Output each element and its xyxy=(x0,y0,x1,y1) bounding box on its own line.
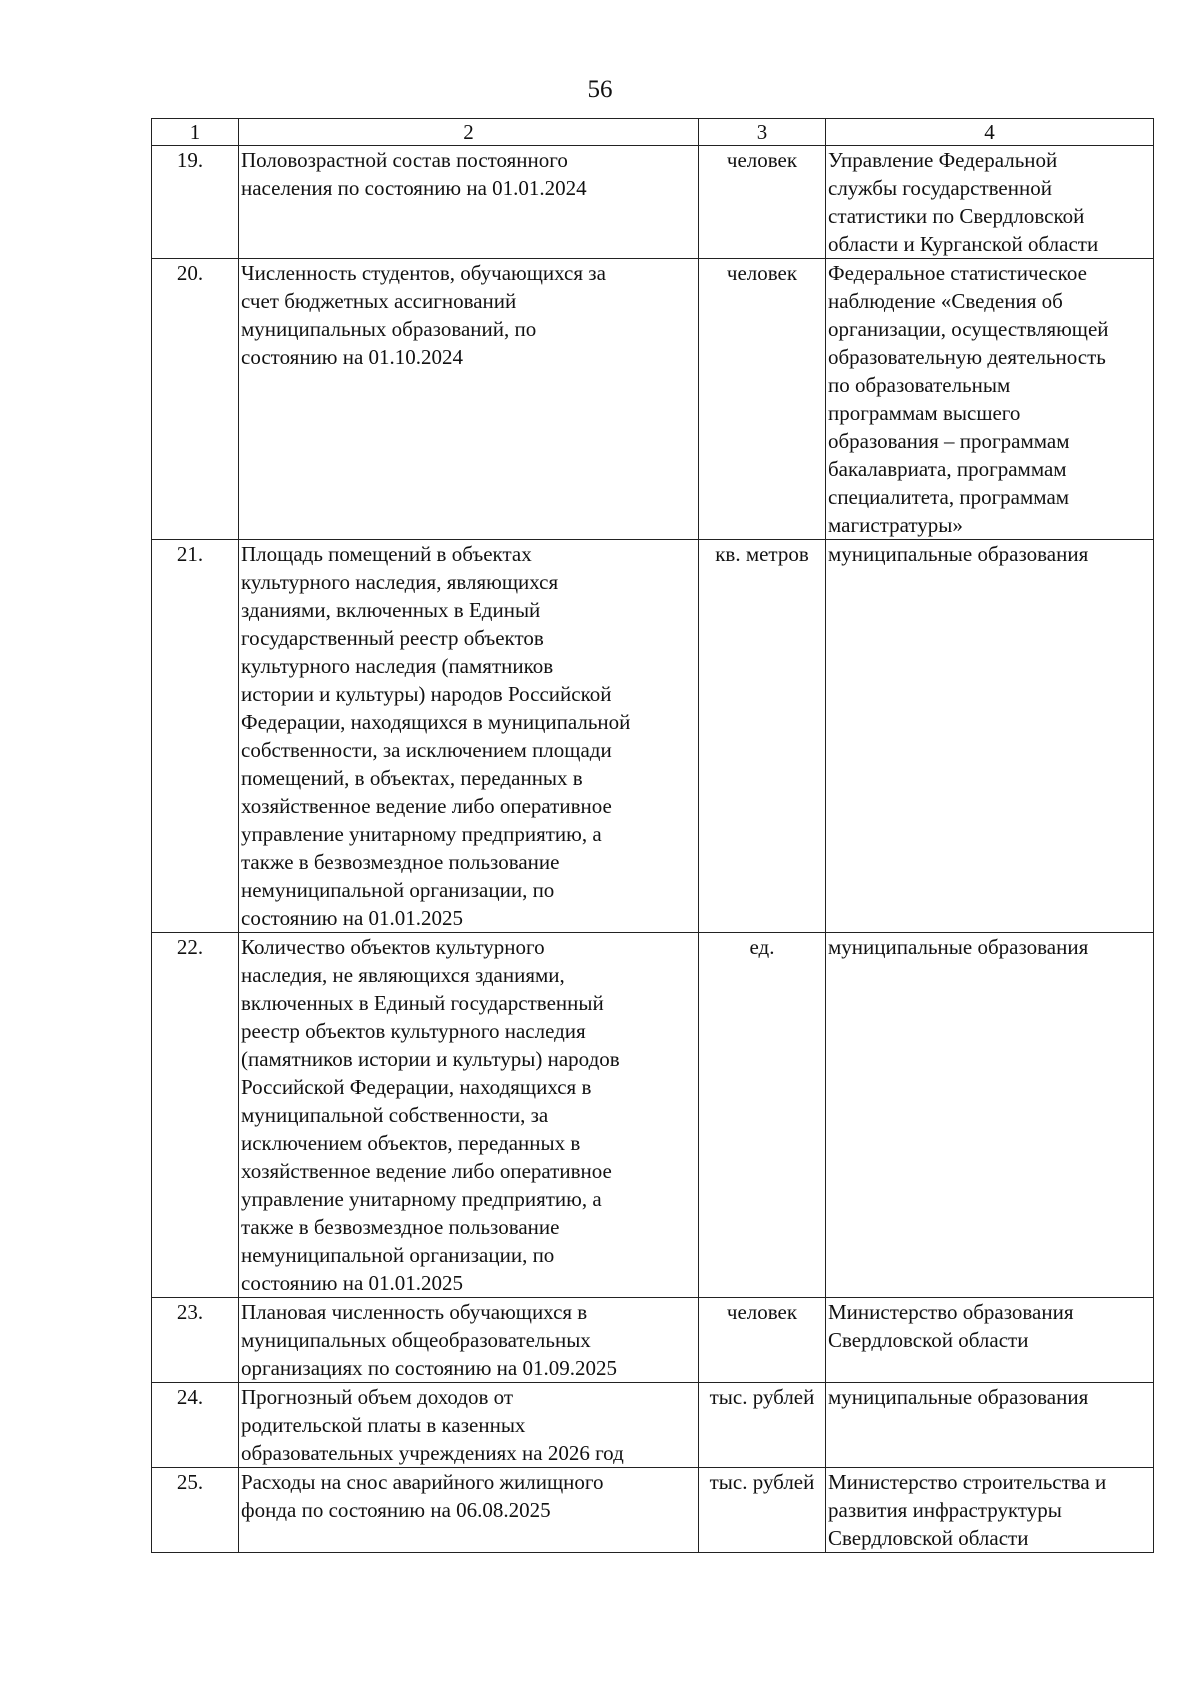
row-number: 19. xyxy=(152,146,239,259)
unit-of-measure: тыс. рублей xyxy=(699,1383,826,1468)
indicator-name: Расходы на снос аварийного жилищного фонда по состоянию на 06.08.2025 xyxy=(239,1468,699,1553)
data-source: Министерство строительства и развития инфраструктуры Свердловской области xyxy=(826,1468,1154,1553)
header-cell-4: 4 xyxy=(826,119,1154,146)
table-row xyxy=(152,540,1154,933)
unit-of-measure: человек xyxy=(699,1298,826,1383)
table-row xyxy=(152,1468,1154,1553)
table-row xyxy=(152,259,1154,540)
unit-of-measure: человек xyxy=(699,146,826,259)
data-source: Министерство образования Свердловской области xyxy=(826,1298,1154,1383)
indicator-name: Прогнозный объем доходов от родительской платы в казенных образовательных учреждениях на 2026 год xyxy=(239,1383,699,1468)
row-number: 24. xyxy=(152,1383,239,1468)
unit-of-measure: ед. xyxy=(699,933,826,1298)
indicator-name: Количество объектов культурного наследия, не являющихся зданиями, включенных в Единый государственный реестр объектов культурного наследия (памятников истории и культуры) народов Российской Федерации, находящихся в муниципальной собственности, за исключением объектов, переданных в хозяйственное ведение либо оперативное управление унитарному предприятию, а также в безвозмездное пользование немуниципальной организации, по состоянию на 01.01.2025 xyxy=(239,933,699,1298)
table-row xyxy=(152,1383,1154,1468)
indicator-name: Численность студентов, обучающихся за счет бюджетных ассигнований муниципальных образований, по состоянию на 01.10.2024 xyxy=(239,259,699,540)
row-number: 20. xyxy=(152,259,239,540)
data-source: муниципальные образования xyxy=(826,1383,1154,1468)
table-row xyxy=(152,1298,1154,1383)
indicators-table xyxy=(151,118,1154,1553)
row-number: 22. xyxy=(152,933,239,1298)
table-header-row xyxy=(152,119,1154,146)
row-number: 21. xyxy=(152,540,239,933)
table-row xyxy=(152,933,1154,1298)
row-number: 25. xyxy=(152,1468,239,1553)
indicator-name: Плановая численность обучающихся в муниципальных общеобразовательных организациях по состоянию на 01.09.2025 xyxy=(239,1298,699,1383)
header-cell-1: 1 xyxy=(152,119,239,146)
table-row xyxy=(152,146,1154,259)
data-source: муниципальные образования xyxy=(826,933,1154,1298)
header-cell-2: 2 xyxy=(239,119,699,146)
indicator-name: Половозрастной состав постоянного населения по состоянию на 01.01.2024 xyxy=(239,146,699,259)
unit-of-measure: человек xyxy=(699,259,826,540)
data-source: муниципальные образования xyxy=(826,540,1154,933)
unit-of-measure: кв. метров xyxy=(699,540,826,933)
indicator-name: Площадь помещений в объектах культурного наследия, являющихся зданиями, включенных в Единый государственный реестр объектов культурного наследия (памятников истории и культуры) народов Российской Федерации, находящихся в муниципальной собственности, за исключением площади помещений, в объектах, переданных в хозяйственное ведение либо оперативное управление унитарному предприятию, а также в безвозмездное пользование немуниципальной организации, по состоянию на 01.01.2025 xyxy=(239,540,699,933)
page-number: 56 xyxy=(587,76,613,103)
row-number: 23. xyxy=(152,1298,239,1383)
data-source: Федеральное статистическое наблюдение «Сведения об организации, осуществляющей образовательную деятельность по образовательным программам высшего образования – программам бакалавриата, программам специалитета, программам магистратуры» xyxy=(826,259,1154,540)
header-cell-3: 3 xyxy=(699,119,826,146)
data-source: Управление Федеральной службы государственной статистики по Свердловской области и Курганской области xyxy=(826,146,1154,259)
unit-of-measure: тыс. рублей xyxy=(699,1468,826,1553)
